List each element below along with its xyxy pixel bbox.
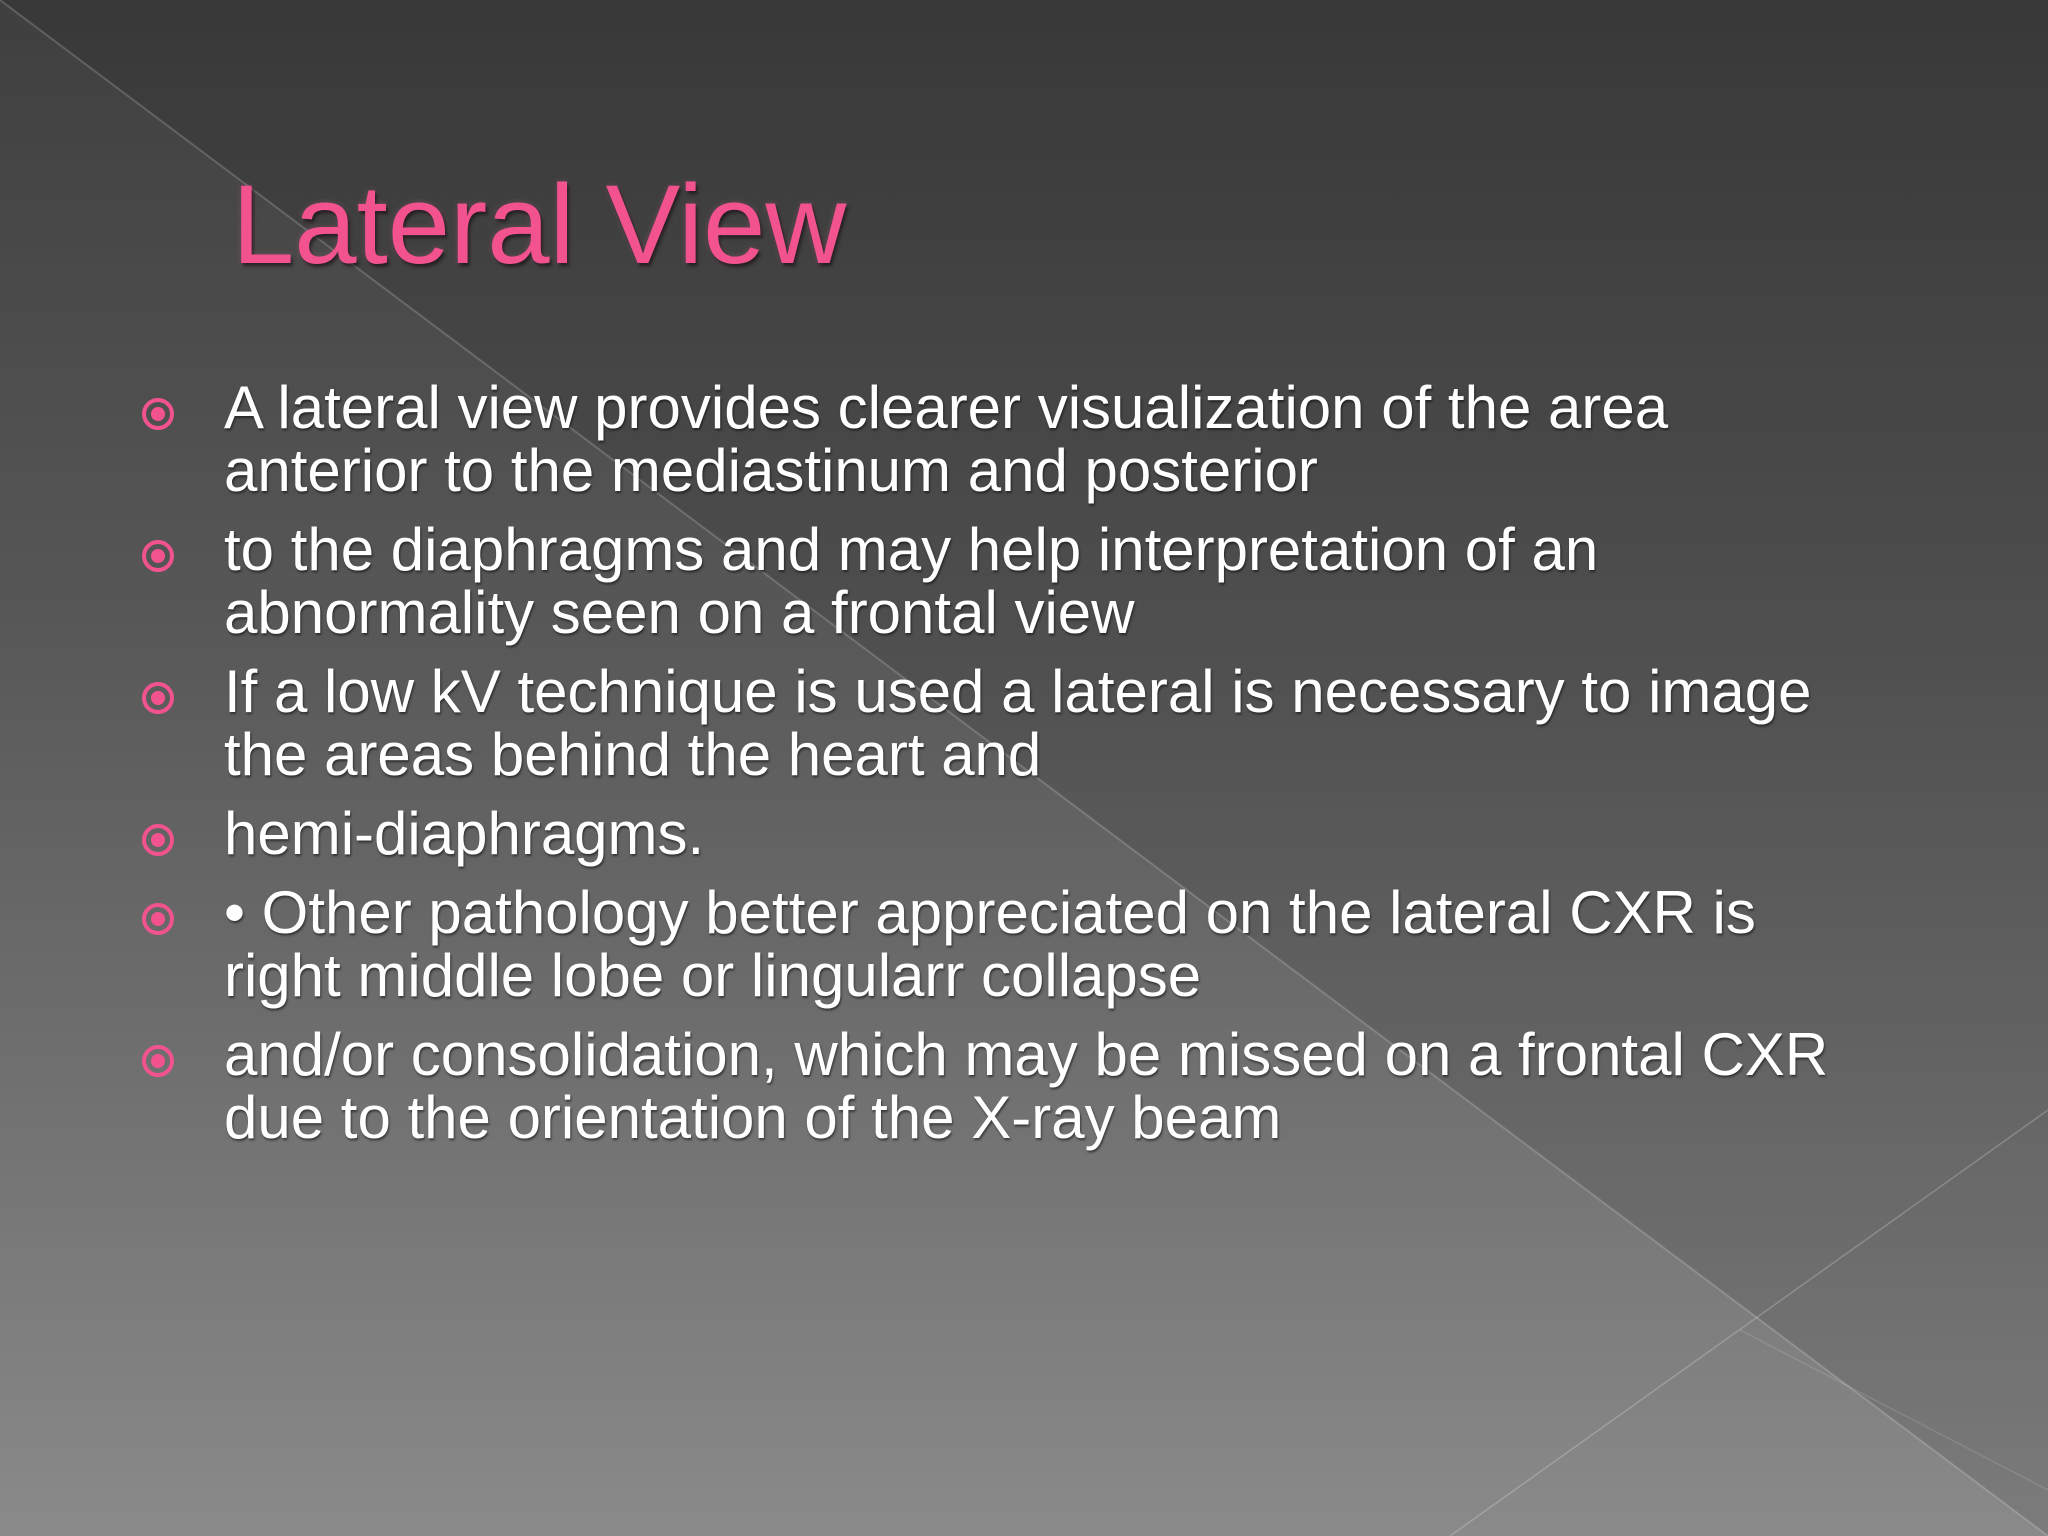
bullet-line: A lateral view provides clearer visualization of the area — [224, 374, 1669, 441]
bullet-line: • Other pathology better appreciated on the lateral CXR is — [224, 879, 1756, 946]
bullet-line: to the diaphragms and may help interpretation of an — [224, 516, 1599, 583]
bullet-item — [140, 660, 2020, 786]
bullet-item — [140, 881, 2020, 1007]
bullet-line: due to the orientation of the X-ray beam — [224, 1084, 1282, 1151]
circled-dot-icon — [140, 680, 176, 716]
bullet-item — [140, 518, 2020, 644]
bullet-line: If a low kV technique is used a lateral is necessary to image — [224, 658, 1812, 725]
circled-dot-icon — [140, 396, 176, 432]
bullet-line: hemi-diaphragms. — [224, 800, 705, 867]
bullet-list — [140, 376, 2020, 1165]
circled-dot-icon — [140, 901, 176, 937]
bullet-item — [140, 376, 2020, 502]
circled-dot-icon — [140, 538, 176, 574]
bullet-line: the areas behind the heart and — [224, 721, 1042, 788]
circled-dot-icon — [140, 1043, 176, 1079]
circled-dot-icon — [140, 822, 176, 858]
bullet-line: and/or consolidation, which may be missed on a frontal CXR — [224, 1021, 1829, 1088]
bullet-line: right middle lobe or lingularr collapse — [224, 942, 1202, 1009]
bullet-line: abnormality seen on a frontal view — [224, 579, 1135, 646]
bullet-item — [140, 1023, 2020, 1149]
bullet-item — [140, 802, 2020, 865]
bullet-line: anterior to the mediastinum and posterior — [224, 437, 1318, 504]
slide-title: Lateral View — [232, 162, 847, 287]
